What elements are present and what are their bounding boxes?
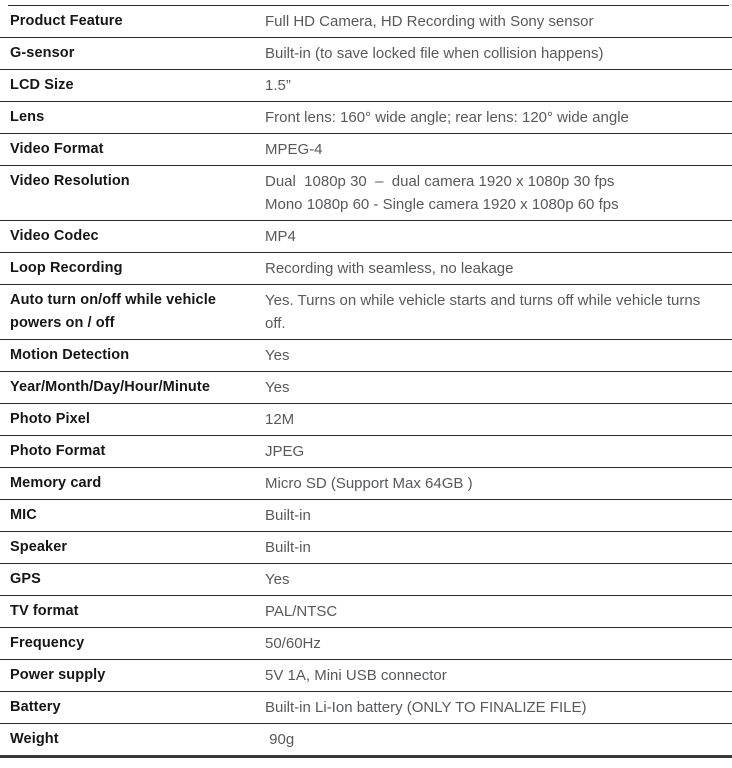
feature-name	[0, 408, 265, 431]
feature-value-line: off.	[265, 315, 286, 332]
feature-value	[265, 728, 732, 751]
feature-name	[0, 289, 265, 335]
table-row	[0, 102, 732, 134]
feature-value	[265, 170, 732, 216]
feature-name-line: Video Resolution	[10, 173, 130, 189]
feature-value-line: 90g	[265, 731, 295, 748]
feature-value-line: Built-in (to save locked file when collision happens)	[265, 45, 604, 62]
table-row	[0, 340, 732, 372]
feature-value	[265, 664, 732, 687]
feature-value-line: MPEG-4	[265, 141, 323, 158]
feature-name-line: GPS	[10, 571, 41, 587]
feature-value	[265, 632, 732, 655]
feature-name-line: Memory card	[10, 475, 102, 491]
feature-value	[265, 504, 732, 527]
feature-value-line: Yes. Turns on while vehicle starts and turns off while vehicle turns	[265, 292, 701, 309]
feature-name	[0, 42, 265, 65]
feature-name	[0, 504, 265, 527]
table-row	[0, 564, 732, 596]
table-row	[0, 436, 732, 468]
feature-name-line: Lens	[10, 109, 45, 125]
feature-name-line: Battery	[10, 699, 61, 715]
feature-name	[0, 568, 265, 591]
spec-table-rows	[0, 6, 732, 755]
feature-value-line: Built-in Li-Ion battery (ONLY TO FINALIZE FILE)	[265, 699, 587, 716]
feature-name	[0, 74, 265, 97]
feature-value	[265, 568, 732, 591]
feature-value	[265, 106, 732, 129]
table-row	[0, 372, 732, 404]
feature-value-line: Yes	[265, 571, 290, 588]
feature-name-line: Power supply	[10, 667, 106, 683]
feature-value-line: Yes	[265, 347, 290, 364]
feature-name-line: Video Codec	[10, 228, 99, 244]
feature-value-line: 5V 1A, Mini USB connector	[265, 667, 447, 684]
feature-name	[0, 440, 265, 463]
feature-name	[0, 536, 265, 559]
table-row	[0, 628, 732, 660]
feature-name	[0, 376, 265, 399]
feature-value	[265, 42, 732, 65]
feature-value	[265, 408, 732, 431]
feature-name-line: Motion Detection	[10, 347, 130, 363]
feature-value	[265, 600, 732, 623]
feature-name-line: MIC	[10, 507, 37, 523]
feature-name	[0, 10, 265, 33]
feature-value	[265, 257, 732, 280]
table-row	[0, 404, 732, 436]
table-bottom-rule	[0, 755, 732, 758]
table-row	[0, 660, 732, 692]
feature-value-line: Full HD Camera, HD Recording with Sony sensor	[265, 13, 594, 30]
feature-name	[0, 170, 265, 193]
feature-value-line: 12M	[265, 411, 295, 428]
table-row	[0, 724, 732, 755]
feature-name-line: Speaker	[10, 539, 68, 555]
feature-value	[265, 225, 732, 248]
feature-value-line: MP4	[265, 228, 296, 245]
feature-value	[265, 440, 732, 463]
feature-value	[265, 696, 732, 719]
table-row	[0, 692, 732, 724]
table-row	[0, 532, 732, 564]
feature-value	[265, 138, 732, 161]
table-row	[0, 596, 732, 628]
feature-name-line: Auto turn on/off while vehicle	[10, 292, 216, 308]
table-row	[0, 6, 732, 38]
feature-name-line: Loop Recording	[10, 260, 123, 276]
feature-value	[265, 376, 732, 399]
feature-name-line: LCD Size	[10, 77, 74, 93]
feature-value-line: Dual 1080p 30 – dual camera 1920 x 1080p 30 fps	[265, 173, 615, 190]
feature-name	[0, 138, 265, 161]
feature-name	[0, 106, 265, 129]
spec-table	[0, 5, 732, 758]
feature-value-line: 50/60Hz	[265, 635, 321, 652]
feature-value-line: PAL/NTSC	[265, 603, 338, 620]
feature-name-line: Photo Format	[10, 443, 106, 459]
feature-value-line: Built-in	[265, 539, 311, 556]
feature-name-line: Photo Pixel	[10, 411, 91, 427]
feature-value-line: Micro SD (Support Max 64GB )	[265, 475, 473, 492]
feature-name-line: Frequency	[10, 635, 85, 651]
feature-name	[0, 344, 265, 367]
table-row	[0, 166, 732, 221]
table-row	[0, 468, 732, 500]
feature-name	[0, 728, 265, 751]
table-row	[0, 253, 732, 285]
feature-value-line: Built-in	[265, 507, 311, 524]
feature-name-line: powers on / off	[10, 315, 115, 331]
feature-value-line: JPEG	[265, 443, 305, 460]
feature-value	[265, 472, 732, 495]
table-row	[0, 70, 732, 102]
feature-name	[0, 472, 265, 495]
feature-value	[265, 344, 732, 367]
feature-name-line: Product Feature	[10, 13, 123, 29]
feature-name	[0, 664, 265, 687]
feature-name	[0, 632, 265, 655]
feature-value-line: Recording with seamless, no leakage	[265, 260, 514, 277]
feature-value	[265, 536, 732, 559]
feature-value-line: Front lens: 160° wide angle; rear lens: 120° wide angle	[265, 109, 629, 126]
table-row	[0, 221, 732, 253]
table-row	[0, 285, 732, 340]
feature-value-line: 1.5”	[265, 77, 291, 94]
feature-value-line: Mono 1080p 60 - Single camera 1920 x 1080p 60 fps	[265, 196, 619, 213]
feature-name-line: Video Format	[10, 141, 104, 157]
feature-name-line: Weight	[10, 731, 59, 747]
feature-value	[265, 289, 732, 335]
feature-value	[265, 74, 732, 97]
feature-value-line: Yes	[265, 379, 290, 396]
feature-name	[0, 257, 265, 280]
feature-name-line: G-sensor	[10, 45, 75, 61]
table-row	[0, 38, 732, 70]
feature-name	[0, 696, 265, 719]
feature-name	[0, 600, 265, 623]
feature-value	[265, 10, 732, 33]
feature-name-line: TV format	[10, 603, 79, 619]
table-row	[0, 134, 732, 166]
feature-name-line: Year/Month/Day/Hour/Minute	[10, 379, 210, 395]
table-row	[0, 500, 732, 532]
feature-name	[0, 225, 265, 248]
